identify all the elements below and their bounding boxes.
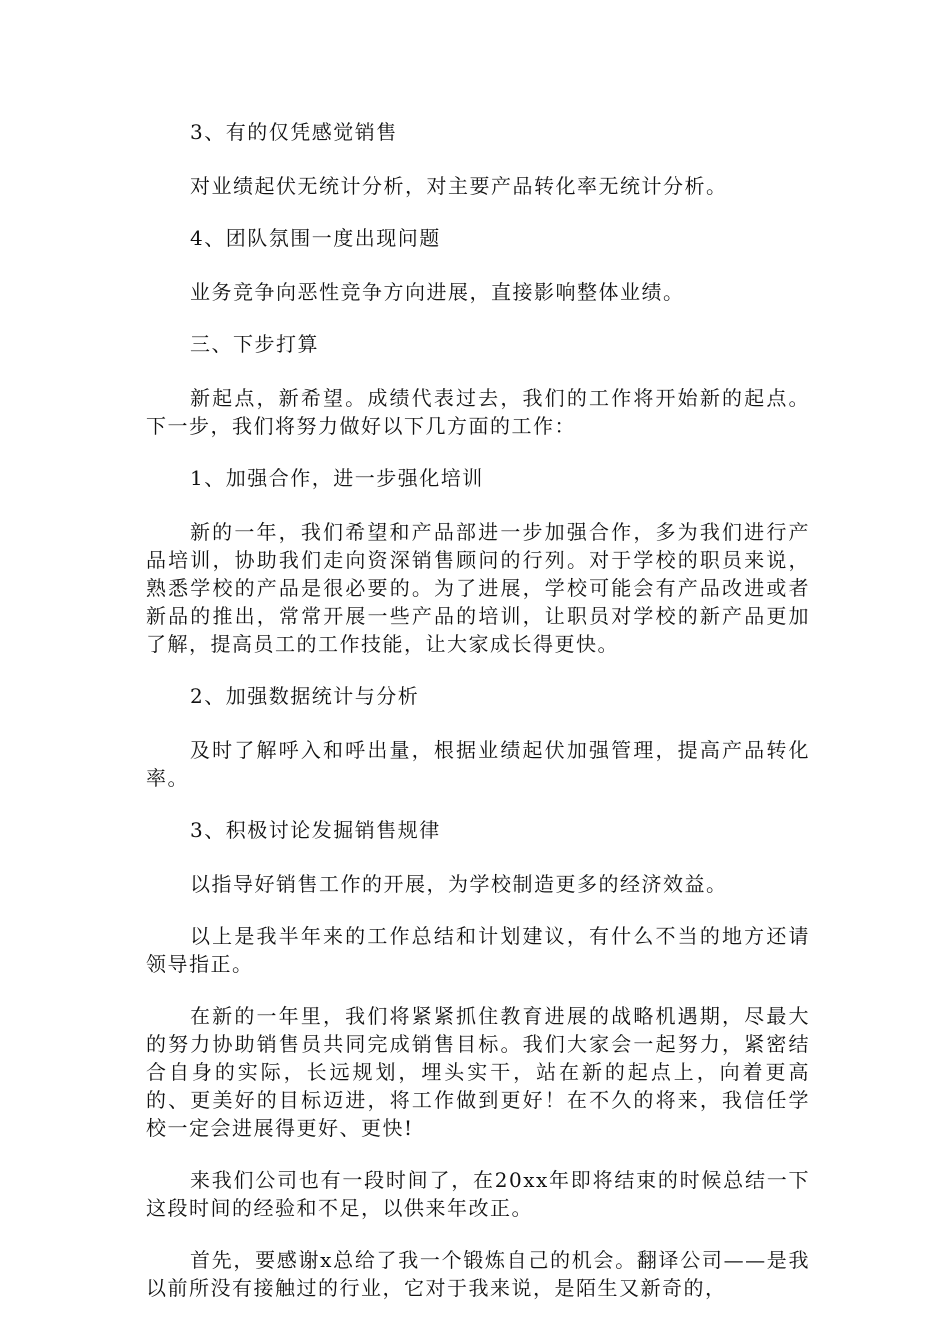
paragraph: 新的一年，我们希望和产品部进一步加强合作，多为我们进行产品培训，协助我们走向资深销售顾问的行列。对于学校的职员来说，熟悉学校的产品是很必要的。为了进展，学校可能会有产品改进或者新品的推出，常常开展一些产品的培训，让职员对学校的新产品更加了解，提高员工的工作技能，让大家成长得更快。 <box>146 520 810 656</box>
paragraph: 首先，要感谢x总给了我一个锻炼自己的机会。翻译公司——是我以前所没有接触过的行业，它对于我来说，是陌生又新奇的， <box>146 1248 810 1300</box>
subheading-strengthen-cooperation: 1、加强合作，进一步强化培训 <box>190 466 484 490</box>
section-heading-next-plan: 三、下步打算 <box>190 332 319 356</box>
document-body <box>146 118 810 1326</box>
subheading-sales-patterns: 3、积极讨论发掘销售规律 <box>190 818 441 842</box>
subheading-data-analysis: 2、加强数据统计与分析 <box>190 684 420 708</box>
paragraph: 新起点，新希望。成绩代表过去，我们的工作将开始新的起点。下一步，我们将努力做好以下几方面的工作： <box>146 386 810 438</box>
paragraph: 及时了解呼入和呼出量，根据业绩起伏加强管理，提高产品转化率。 <box>146 738 810 790</box>
paragraph: 业务竞争向恶性竞争方向进展，直接影响整体业绩。 <box>190 280 685 304</box>
paragraph: 对业绩起伏无统计分析，对主要产品转化率无统计分析。 <box>190 174 728 198</box>
paragraph: 以指导好销售工作的开展，为学校制造更多的经济效益。 <box>190 872 728 896</box>
subheading-team-atmosphere: 4、团队氛围一度出现问题 <box>190 226 441 250</box>
paragraph: 在新的一年里，我们将紧紧抓住教育进展的战略机遇期，尽最大的努力协助销售员共同完成销售目标。我们大家会一起努力，紧密结合自身的实际，长远规划，埋头实干，站在新的起点上，向着更高的、更美好的目标迈进，将工作做到更好！在不久的将来，我信任学校一定会进展得更好、更快! <box>146 1004 810 1140</box>
paragraph: 来我们公司也有一段时间了，在20xx年即将结束的时候总结一下这段时间的经验和不足，以供来年改正。 <box>146 1168 810 1220</box>
paragraph: 以上是我半年来的工作总结和计划建议，有什么不当的地方还请领导指正。 <box>146 924 810 976</box>
subheading-feel-based-sales: 3、有的仅凭感觉销售 <box>190 120 398 144</box>
